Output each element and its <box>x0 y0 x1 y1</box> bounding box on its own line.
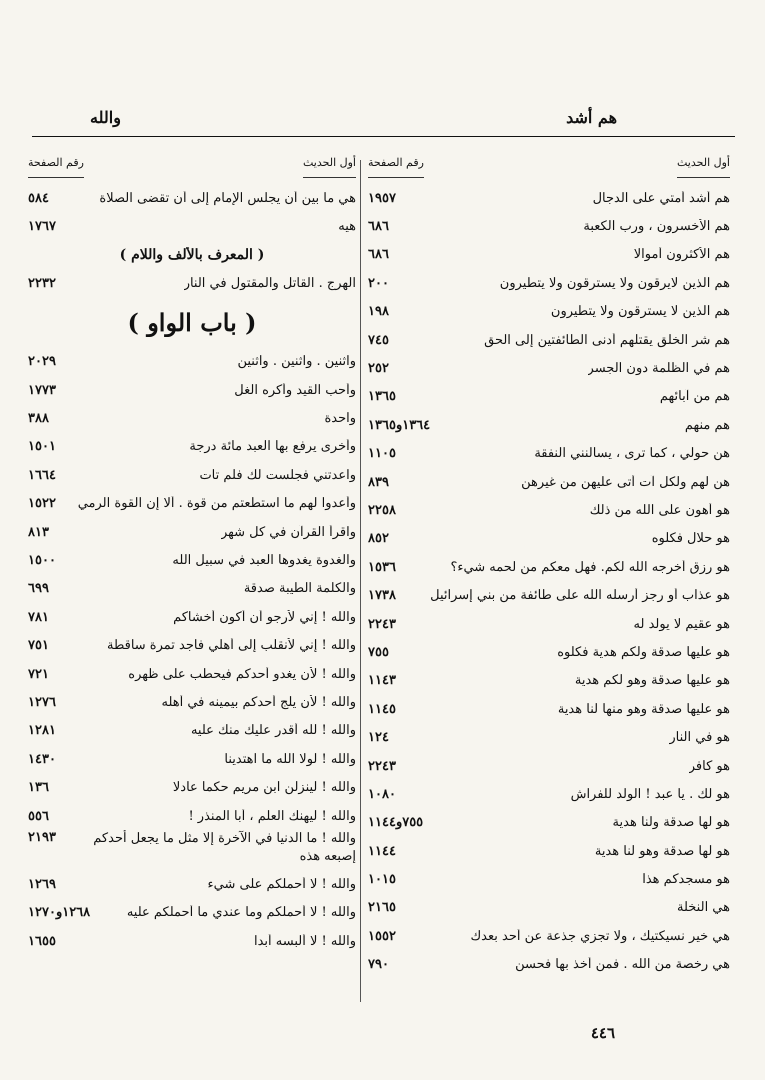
hadith-start-text: والله ! إني لأرجو أن أكون أخشاكم <box>173 609 356 625</box>
hadith-start-text: واثنين . واثنين . واثنين <box>237 354 356 370</box>
hadith-start-text: هو عليها صدقة وهو منها لنا هدية <box>557 701 730 717</box>
index-entry <box>28 269 356 297</box>
hadith-start-text: هم أشد أمتي على الدجال <box>592 190 730 206</box>
index-entry <box>28 461 356 489</box>
page-ref: ١٦٦٤ <box>28 467 56 483</box>
hadith-start-text: هو مسجدكم هذا <box>642 872 730 888</box>
index-entry <box>28 603 356 631</box>
hadith-start-text: هي النخلة <box>677 900 730 916</box>
hadith-start-text: هي خير نسيكتيك ، ولا تجزي جذعة عن أحد بعدك <box>470 928 730 944</box>
page-ref: ١٧٧٣ <box>28 382 56 398</box>
page-ref: ١٥٠١ <box>28 439 56 455</box>
hadith-start-text: هم في الظلمة دون الجسر <box>587 361 730 377</box>
page-ref: ٦٩٩ <box>28 581 49 597</box>
page-ref: ٢٢٣٢ <box>28 275 56 291</box>
page-ref: ٢٥٢ <box>368 361 389 377</box>
page-ref: ٢٠٠ <box>368 275 389 291</box>
index-entry <box>28 184 356 212</box>
page-ref: ٥٥٦ <box>28 808 49 824</box>
hadith-start-text: هي ما بين أن يجلس الإمام إلى أن تقضى الصلاة <box>99 190 356 206</box>
index-entry <box>368 411 730 439</box>
page-ref: ١١٤٥ <box>368 701 396 717</box>
column-header <box>368 156 730 178</box>
hadith-start-label: أول الحديث <box>303 156 356 178</box>
index-entry <box>28 348 356 376</box>
page-ref: ١٠٨٠ <box>368 786 396 802</box>
page-ref: ١٢٦٨و١٢٧٠ <box>28 905 91 921</box>
page-ref: ١٠١٥ <box>368 872 396 888</box>
index-entry <box>368 326 730 354</box>
page-ref: ١١٠٥ <box>368 446 396 462</box>
index-entry <box>28 745 356 773</box>
page-ref: ٧٨١ <box>28 609 49 625</box>
hadith-start-text: هي رخصة من الله . فمن أخذ بها فحسن <box>515 957 730 973</box>
hadith-start-text: والله ! إني لأنقلب إلى أهلي فأجد تمرة ساقطة <box>106 638 356 654</box>
page-ref: ١٩٨ <box>368 304 389 320</box>
hadith-start-text: هو كافر <box>688 758 730 774</box>
hadith-start-label: أول الحديث <box>677 156 730 178</box>
index-entry <box>368 241 730 269</box>
page-ref: ٧٥١ <box>28 638 49 654</box>
hadith-start-text: الهرج . القاتل والمقتول في النار <box>183 275 356 291</box>
hadith-start-text: وأعدوا لهم ما استطعتم من قوة . ألا إن القوة الرمي <box>77 496 356 512</box>
hadith-start-text: واعدتني فجلست لك فلم تأت <box>199 467 356 483</box>
index-entry <box>368 865 730 893</box>
index-entry <box>368 780 730 808</box>
page-ref: ١٥٠٠ <box>28 552 56 568</box>
hadith-start-text: هم الأكثرون أموالا <box>633 247 730 263</box>
hadith-start-text: هو لها صدقة ولنا هدية <box>612 815 730 831</box>
index-entry <box>368 581 730 609</box>
index-entry <box>368 184 730 212</box>
hadith-start-text: هو في النار <box>669 730 730 746</box>
hadith-start-text: هو لها صدقة وهو لنا هدية <box>594 843 730 859</box>
page-ref: ٦٨٦ <box>368 247 389 263</box>
index-entry <box>28 212 356 240</box>
index-entry <box>28 830 356 870</box>
index-column-left <box>28 156 356 955</box>
page-ref: ١٧٦٧ <box>28 219 56 235</box>
hadith-start-text: والله ! لأن يلج أحدكم بيمينه في أهله <box>161 694 356 710</box>
hadith-start-text: والله ! لا أحملكم وما عندي ما أحملكم عليه <box>126 905 356 921</box>
page-ref: ١١٤٣ <box>368 673 396 689</box>
index-entry <box>368 638 730 666</box>
page-ref: ١٢٨١ <box>28 723 56 739</box>
page-ref: ١٥٥٢ <box>368 928 396 944</box>
page-ref: ٧٥٥و١١٤٤ <box>368 815 424 831</box>
index-entry <box>368 752 730 780</box>
hadith-start-text: هو عليها صدقة وهو لكم هدية <box>574 673 730 689</box>
index-entry <box>368 837 730 865</box>
page-ref: ١٩٥٧ <box>368 190 396 206</box>
index-entry <box>28 376 356 404</box>
hadith-start-text: هو رزق أخرجه الله لكم. فهل معكم من لحمه شيء؟ <box>450 559 730 575</box>
index-entry <box>28 433 356 461</box>
index-entry <box>368 525 730 553</box>
index-entry <box>28 660 356 688</box>
index-list <box>28 184 356 955</box>
page-number: ٤٤٦ <box>590 1024 615 1042</box>
page-number-label: رقم الصفحة <box>368 156 424 178</box>
hadith-start-text: ( المعرف بالألف واللام ) <box>119 246 265 263</box>
index-entry <box>368 298 730 326</box>
hadith-start-text: هم الأخسرون ، ورب الكعبة <box>583 219 730 235</box>
page-ref: ١٧٣٨ <box>368 588 396 604</box>
index-entry <box>28 927 356 955</box>
hadith-start-text: والكلمة الطيبة صدقة <box>243 581 356 597</box>
page-ref: ١٢٤ <box>368 730 389 746</box>
index-entry <box>28 490 356 518</box>
index-entry <box>28 717 356 745</box>
page-ref: ٢١٦٥ <box>368 900 396 916</box>
page-ref: ٨٣٩ <box>368 474 389 490</box>
column-divider <box>360 160 361 1002</box>
hadith-start-text: وأخرى يرفع بها العبد مائة درجة <box>189 439 356 455</box>
hadith-start-text: هيه <box>338 219 356 235</box>
hadith-start-text: والله ! ليهنك العلم ، أبا المنذر ! <box>188 808 356 824</box>
section-heading <box>28 298 356 348</box>
index-entry <box>28 773 356 801</box>
hadith-start-text: واقرأ القرآن في كل شهر <box>220 524 356 540</box>
index-entry <box>368 951 730 979</box>
hadith-start-text: هو عذاب أو رجز أرسله الله على طائفة من بني إسرائيل <box>430 588 730 604</box>
hadith-start-text: هم منهم <box>684 417 730 433</box>
running-header-left: والله <box>90 108 121 127</box>
page-ref: ١٦٥٥ <box>28 933 56 949</box>
index-entry <box>368 610 730 638</box>
index-entry <box>368 553 730 581</box>
page-ref: ٢٢٤٣ <box>368 758 396 774</box>
index-entry <box>28 870 356 898</box>
index-entry <box>368 695 730 723</box>
page-ref: ٧٩٠ <box>368 957 389 973</box>
section-heading <box>28 241 356 269</box>
hadith-start-text: هو لك . يا عبد ! الولد للفراش <box>570 786 730 802</box>
hadith-start-text: هم من آبائهم <box>659 389 730 405</box>
page-ref: ٣٨٨ <box>28 411 49 427</box>
page-ref: ٢٢٤٣ <box>368 616 396 632</box>
hadith-start-text: وأحب القيد وأكره الغل <box>234 382 356 398</box>
page-ref: ١٣٦٥ <box>368 389 396 405</box>
hadith-start-text: هن حولي ، كما ترى ، يسألنني النفقة <box>534 446 730 462</box>
page-ref: ٢٢٥٨ <box>368 502 396 518</box>
hadith-start-text: هم الذين لايرقون ولا يسترقون ولا يتطيرون <box>499 275 730 291</box>
page-ref: ٢٠٢٩ <box>28 354 56 370</box>
hadith-start-text: هو أهون على الله من ذلك <box>589 502 730 518</box>
hadith-start-text: والله ! لينزلن ابن مريم حكما عادلا <box>172 780 356 796</box>
index-entry <box>368 212 730 240</box>
hadith-start-text: والله ! لا أحملكم على شيء <box>207 876 356 892</box>
hadith-start-text: هو حلال فكلوه <box>651 531 730 547</box>
page-ref: ١٢٦٩ <box>28 876 56 892</box>
page-ref: ٧٥٥ <box>368 644 389 660</box>
index-list <box>368 184 730 979</box>
index-entry <box>28 404 356 432</box>
index-entry <box>28 518 356 546</box>
page-ref: ٧٢١ <box>28 666 49 682</box>
page-ref: ٨٥٢ <box>368 531 389 547</box>
page-ref: ١٣٦٤و١٣٦٥ <box>368 417 431 433</box>
hadith-start-text: هن لهم ولكل آت أتى عليهن من غيرهن <box>521 474 730 490</box>
page-ref: ١٣٦ <box>28 780 49 796</box>
index-entry <box>28 802 356 830</box>
page-ref: ٢١٩٣ <box>28 830 56 846</box>
page-number-label: رقم الصفحة <box>28 156 84 178</box>
index-entry <box>368 468 730 496</box>
page-ref: ٦٨٦ <box>368 219 389 235</box>
index-entry <box>368 354 730 382</box>
page-ref: ١١٤٤ <box>368 843 396 859</box>
index-entry <box>368 894 730 922</box>
page-ref: ٧٤٥ <box>368 332 389 348</box>
hadith-start-text: هم الذين لا يسترقون ولا يتطيرون <box>550 304 730 320</box>
index-entry <box>28 631 356 659</box>
page-ref: ١٢٧٦ <box>28 694 56 710</box>
hadith-start-text: والله ! ما الدنيا في الآخرة إلا مثل ما يجعل أحدكم إصبعه هذه <box>93 831 356 865</box>
index-entry <box>368 667 730 695</box>
hadith-start-text: هم شر الخلق يقتلهم أدنى الطائفتين إلى الحق <box>484 332 730 348</box>
index-entry <box>368 809 730 837</box>
index-entry <box>28 575 356 603</box>
index-entry <box>368 440 730 468</box>
page-ref: ١٤٣٠ <box>28 751 56 767</box>
index-entry <box>28 546 356 574</box>
hadith-start-text: والله ! لولا الله ما اهتدينا <box>224 751 356 767</box>
running-header-right: هم أشد <box>566 108 617 127</box>
index-entry <box>368 383 730 411</box>
hadith-start-text: ( باب الواو ) <box>127 308 257 338</box>
hadith-start-text: هو عليها صدقة ولكم هدية فكلوه <box>557 644 730 660</box>
hadith-start-text: هو عقيم لا يولد له <box>633 616 730 632</box>
hadith-start-text: والغدوة يغدوها العبد في سبيل الله <box>172 552 356 568</box>
index-entry <box>368 922 730 950</box>
page-ref: ١٥٢٢ <box>28 496 56 512</box>
index-column-right <box>368 156 730 979</box>
hadith-start-text: والله ! لا ألبسه أبدا <box>253 933 356 949</box>
index-entry <box>28 899 356 927</box>
hadith-start-text: والله ! لله أقدر عليك منك عليه <box>190 723 356 739</box>
hadith-start-text: واحدة <box>324 411 356 427</box>
page-ref: ٨١٣ <box>28 524 49 540</box>
page-ref: ٥٨٤ <box>28 190 49 206</box>
index-entry <box>368 723 730 751</box>
index-entry <box>368 496 730 524</box>
page-ref: ١٥٣٦ <box>368 559 396 575</box>
header-rule <box>32 136 735 137</box>
hadith-start-text: والله ! لأن يغدو أحدكم فيحطب على ظهره <box>128 666 356 682</box>
index-entry <box>368 269 730 297</box>
column-header <box>28 156 356 178</box>
index-entry <box>28 688 356 716</box>
